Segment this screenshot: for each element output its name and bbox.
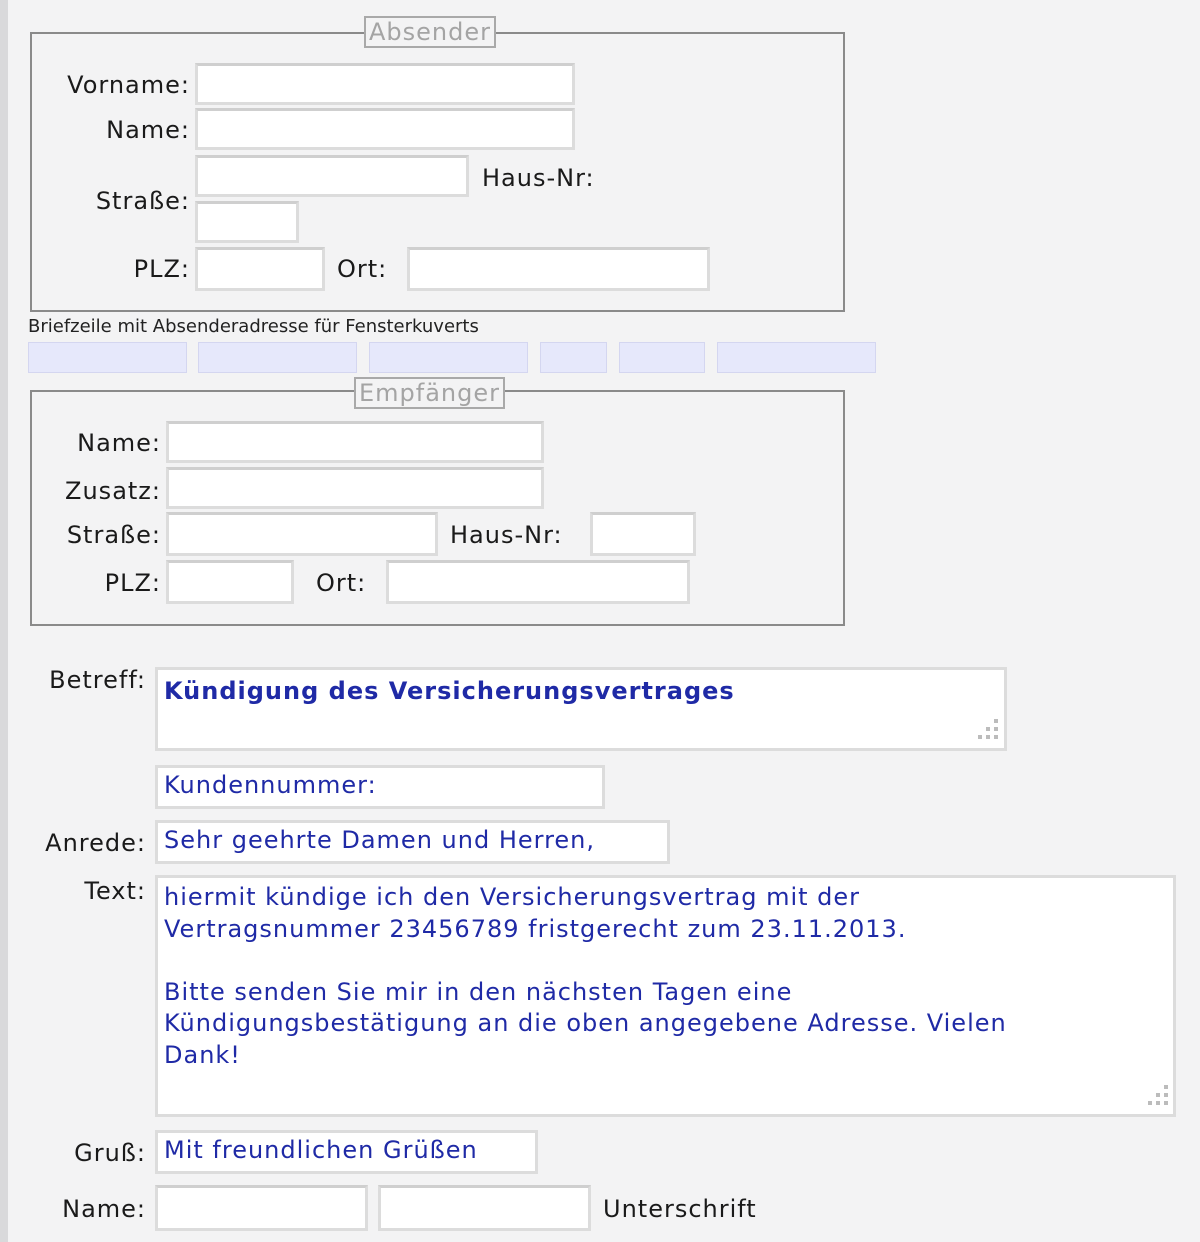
recipient-street-label: Straße: — [66, 521, 161, 549]
window-line-name[interactable] — [198, 342, 357, 373]
sender-street-input[interactable] — [195, 155, 469, 197]
sender-housenr-label: Haus-Nr: — [482, 164, 595, 192]
body-line — [164, 945, 1167, 977]
recipient-zip-label: PLZ: — [104, 569, 161, 597]
window-line-city[interactable] — [717, 342, 876, 373]
closing-lastname-input[interactable] — [378, 1185, 591, 1231]
recipient-name-label: Name: — [77, 429, 161, 457]
body-line: Vertragsnummer 23456789 fristgerecht zum 23.11.2013. — [164, 914, 907, 943]
recipient-housenr-label: Haus-Nr: — [450, 521, 563, 549]
subject-value: Kündigung des Versicherungsvertrages — [164, 677, 735, 705]
recipient-city-input[interactable] — [386, 560, 690, 604]
sender-name-input[interactable] — [195, 108, 575, 150]
body-line: Kündigungsbestätigung an die oben angegebene Adresse. Vielen — [164, 1009, 1007, 1037]
body-textarea[interactable] — [155, 875, 1176, 1117]
customer-number-value: Kundennummer: — [164, 771, 377, 799]
recipient-name-input[interactable] — [166, 421, 544, 463]
salutation-input[interactable] — [155, 820, 670, 864]
window-line-firstname[interactable] — [28, 342, 187, 373]
resize-grip-icon[interactable] — [968, 716, 1002, 746]
recipient-extra-label: Zusatz: — [65, 477, 161, 505]
recipient-zip-input[interactable] — [166, 560, 294, 604]
sender-zip-label: PLZ: — [133, 255, 190, 283]
sender-street-label: Straße: — [95, 187, 190, 215]
window-line-street[interactable] — [369, 342, 528, 373]
greeting-label: Gruß: — [74, 1139, 146, 1167]
closing-name-label: Name: — [62, 1195, 146, 1223]
window-line-housenr[interactable] — [540, 342, 607, 373]
subject-textarea[interactable] — [155, 667, 1007, 751]
window-line-hint: Briefzeile mit Absenderadresse für Fensterkuverts — [28, 316, 479, 337]
customer-number-input[interactable] — [155, 765, 605, 809]
sender-name-label: Name: — [106, 116, 190, 144]
sender-city-label: Ort: — [337, 255, 388, 283]
greeting-input[interactable] — [155, 1130, 538, 1174]
greeting-value: Mit freundlichen Grüßen — [164, 1136, 478, 1164]
body-line: Bitte senden Sie mir in den nächsten Tagen eine — [164, 977, 793, 1006]
text-label: Text: — [84, 877, 146, 905]
sender-firstname-label: Vorname: — [67, 71, 190, 99]
recipient-street-input[interactable] — [166, 512, 438, 556]
subject-label: Betreff: — [49, 666, 146, 694]
sender-housenr-input[interactable] — [195, 201, 299, 243]
window-line-zip[interactable] — [619, 342, 705, 373]
sender-firstname-input[interactable] — [195, 63, 575, 105]
salutation-label: Anrede: — [45, 829, 146, 857]
signature-label: Unterschrift — [603, 1195, 757, 1223]
closing-firstname-input[interactable] — [155, 1185, 368, 1231]
resize-grip-icon[interactable] — [1138, 1082, 1172, 1112]
left-edge — [0, 0, 8, 1242]
recipient-extra-input[interactable] — [166, 467, 544, 509]
recipient-housenr-input[interactable] — [590, 512, 696, 556]
body-line: Dank! — [164, 1040, 241, 1069]
body-line: hiermit kündige ich den Versicherungsvertrag mit der — [164, 883, 861, 911]
sender-city-input[interactable] — [407, 247, 710, 291]
sender-zip-input[interactable] — [195, 247, 325, 291]
recipient-city-label: Ort: — [316, 569, 367, 597]
salutation-value: Sehr geehrte Damen und Herren, — [164, 826, 596, 854]
sender-legend: Absender — [364, 16, 496, 48]
recipient-legend: Empfänger — [354, 377, 505, 409]
